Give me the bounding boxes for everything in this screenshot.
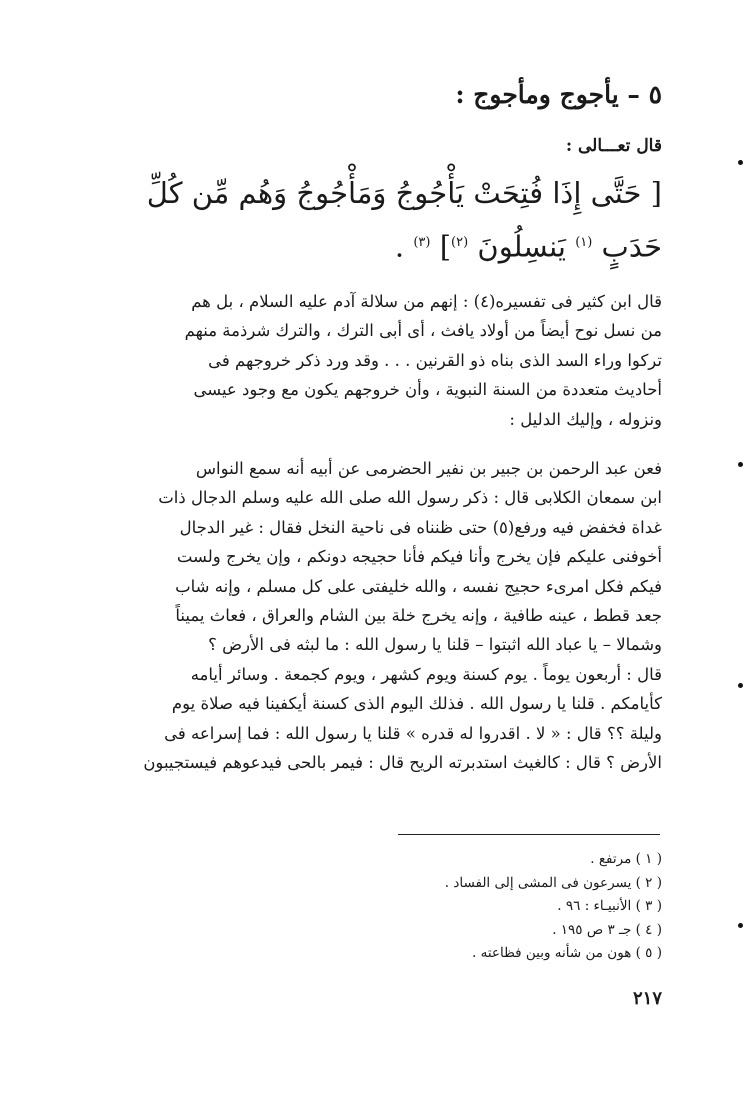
scan-speck [738, 462, 743, 467]
verse-word-hadab: حَدَبٍ [601, 229, 662, 264]
verse-line-2 [118, 218, 662, 272]
quran-verse [118, 168, 662, 272]
paragraph-line: فعن عبد الرحمن بن جبير بن نفير الحضرمى عن أبيه أنه سمع النواس [195, 459, 662, 478]
paragraph-line: تركوا وراء السد الذى بناه ذو القرنين . . . وقد ورد ذكر خروجهم فى [208, 350, 662, 370]
paragraph-line: قال ابن كثير فى تفسيره(٤) : إنهم من سلالة آدم عليه السلام ، بل هم [191, 292, 662, 311]
paragraph-line: فيكم فكل امرىء حجيج نفسه ، والله خليفتى على كل مسلم ، وإنه شاب [175, 576, 662, 596]
footnote-item: ( ٢ ) يسرعون فى المشى إلى الفساد . [444, 874, 662, 891]
verse-end-dot: . [394, 229, 405, 264]
paragraph-line: وشمالا – يا عباد الله اثبتوا – قلنا يا رسول الله : ما لبثه فى الأرض ؟ [208, 635, 662, 655]
paragraph-ibn-kathir [118, 287, 662, 434]
footnote-item: ( ٤ ) جـ ٣ ص ١٩٥ . [552, 921, 662, 938]
paragraph-hadith [118, 454, 662, 777]
footnote-item: ( ١ ) مرتفع . [590, 851, 662, 867]
paragraph-line: غداة فخفض فيه ورفع(٥) حتى ظنناه فى ناحية النخل فقال : غير الدجال [179, 517, 662, 537]
section-heading: ٥ – يأجوج ومأجوج : [455, 80, 662, 109]
paragraph-line: كأيامكم . قلنا يا رسول الله . فذلك اليوم الذى كسنة أيكفينا فيه صلاة يوم [171, 694, 662, 714]
paragraph-line: الأرض ؟ قال : كالغيث استدبرته الريح قال : فيمر بالحى فيدعوهم فيستجيبون [143, 753, 662, 773]
paragraph-line: وليلة ؟؟ قال : « لا . اقدروا له قدره » قلنا يا رسول الله : فما إسراعه فى [164, 723, 662, 743]
scan-speck [738, 683, 743, 688]
scan-speck [738, 160, 743, 165]
paragraph-line: قال : أربعون يوماً . يوم كسنة ويوم كشهر ، ويوم كجمعة . وسائر أيامه [190, 664, 662, 684]
scan-speck [738, 923, 743, 928]
footnote-item: ( ٣ ) الأنبيـاء : ٩٦ . [557, 898, 662, 914]
paragraph-line: جعد قطط ، عينه طافية ، وإنه يخرج خلة بين الشام والعراق ، فعاث يميناً [175, 606, 662, 626]
paragraph-line: من نسل نوح أيضاً من أولاد يافث ، أى أبى الترك ، والترك شرذمة منهم [184, 321, 662, 341]
footnote-divider [398, 834, 660, 835]
paragraph-line: ونزوله ، وإليك الدليل : [509, 409, 662, 429]
verse-close-bracket: ] [439, 229, 452, 264]
page-number: ٢١٧ [632, 988, 662, 1009]
footnote-ref-2: (٢) [451, 235, 469, 250]
footnote-ref-1: (١) [575, 235, 593, 250]
verse-intro: قال تعـــالى : [565, 136, 662, 156]
verse-word-yansilun: يَنسِلُونَ [477, 229, 566, 264]
paragraph-line: ابن سمعان الكلابى قال : ذكر رسول الله صلى الله عليه وسلم الدجال ذات [158, 488, 662, 508]
footnote-item: ( ٥ ) هون من شأنه وبين فظاعته . [472, 945, 662, 961]
paragraph-line: أحاديث متعددة من السنة النبوية ، وأن خروجهم يكون مع وجود عيسى [193, 380, 662, 400]
footnotes [445, 848, 662, 966]
verse-line-1: [ حَتَّى إِذَا فُتِحَتْ يَأْجُوجُ وَمَأْجُوجُ وَهُم مِّن كُلِّ [146, 176, 662, 210]
paragraph-line: أخوفنى عليكم فإن يخرج وأنا فيكم فأنا حجيجه دونكم ، وإن يخرج ولست [176, 547, 662, 567]
footnote-ref-3: (٣) [413, 235, 431, 250]
